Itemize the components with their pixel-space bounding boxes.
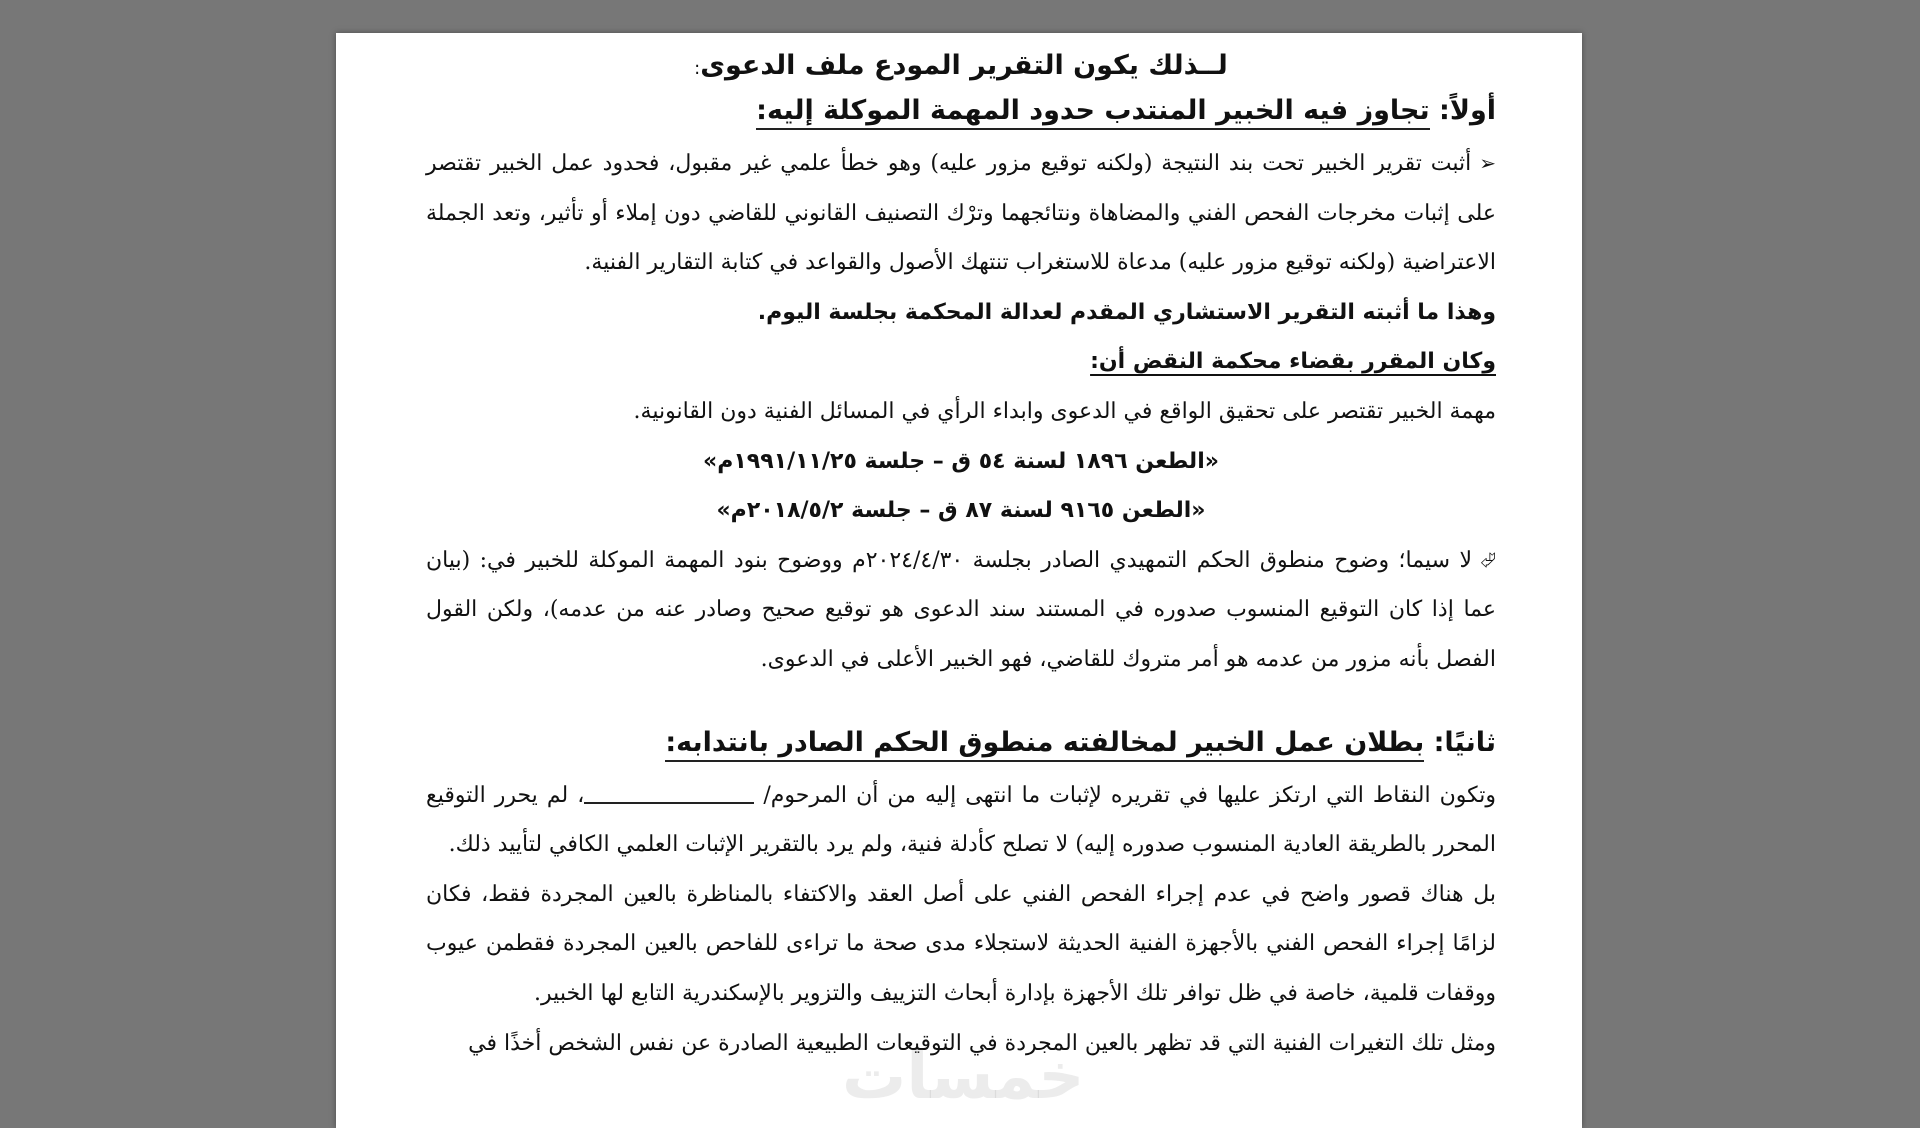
section-2-paragraph-2: بل هناك قصور واضح في عدم إجراء الفحص الفني على أصل العقد والاكتفاء بالمناظرة بالعين المجردة فقط، فكان لزامًا إجراء الفحص الفني بالأجهزة الفنية الحديثة لاستجلاء مدى صحة ما تراءى للفاحص بالعين المجردة فقطمن عيوب ووقفات قلمية، خاصة في ظل توافر تلك الأجهزة بإدارة أبحاث التزييف والتزوير بالإسكندرية التابع لها الخبير. [426, 881, 1496, 1006]
section-1-paragraph-3 [426, 536, 1496, 685]
document-title [426, 33, 1496, 81]
arrow-bullet-icon: ➢ [1479, 151, 1496, 175]
consultant-report-note: وهذا ما أثبته التقرير الاستشاري المقدم لعدالة المحكمة بجلسة اليوم. [757, 299, 1496, 325]
section-2-paragraph-1 [426, 771, 1496, 870]
section-1-lead: أولاً: [1439, 95, 1496, 126]
cassation-court-intro-text: وكان المقرر بقضاء محكمة النقض أن: [1090, 349, 1496, 375]
citation-appeal-1896: «الطعن ١٨٩٦ لسنة ٥٤ ق – جلسة ١٩٩١/١١/٢٥م» [703, 448, 1219, 474]
section-2-paragraph-1-start: وتكون النقاط التي ارتكز عليها في تقريره لإثبات ما انتهى إليه من أن المرحوم/ [763, 782, 1497, 808]
section-1-paragraph-1-text: أثبت تقرير الخبير تحت بند النتيجة (ولكنه توقيع مزور عليه) وهو خطأ علمي غير مقبول، فحدود عمل الخبير تقتصر على إثبات مخرجات الفحص الفني والمضاهاة ونتائجهما وترْك التصنيف القانوني للقاضي دون إملاء أو تأثير، وتعد الجملة الاعتراضية (ولكنه توقيع مزور عليه) مدعاة للاستغراب تنتهك الأصول والقواعد في كتابة التقارير الفنية. [426, 151, 1496, 276]
section-2-paragraph-1-end: ، لم يحرر التوقيع المحرر بالطريقة العادية المنسوب صدوره إليه) لا تصلح كأدلة فنية، ولم يرد بالتقرير الإثبات العلمي الكافي لتأييد ذلك. [426, 782, 1496, 858]
section-1-heading [426, 91, 1496, 135]
section-1-paragraph-3-text: لا سيما؛ وضوح منطوق الحكم التمهيدي الصادر بجلسة ٢٠٢٤/٤/٣٠م ووضوح بنود المهمة الموكلة للخبير في: (بيان عما إذا كان التوقيع المنسوب صدوره في المستند سند الدعوى هو توقيع صحيح وصادر عنه من عدمه)، ولكن القول الفصل بأنه مزور من عدمه هو أمر متروك للقاضي، فهو الخبير الأعلى في الدعوى. [426, 547, 1496, 672]
section-1-heading-text: تجاوز فيه الخبير المنتدب حدود المهمة الموكلة إليه: [756, 95, 1429, 130]
section-spacer [426, 685, 1496, 723]
curved-arrow-bullet-icon: ⮰ [1480, 547, 1496, 572]
citation-appeal-9165: «الطعن ٩١٦٥ لسنة ٨٧ ق – جلسة ٢٠١٨/٥/٢م» [716, 498, 1206, 524]
section-2-heading-text: بطلان عمل الخبير لمخالفته منطوق الحكم الصادر بانتدابه: [665, 727, 1424, 762]
name-blank-line [584, 788, 754, 804]
document-page [336, 33, 1582, 1128]
cassation-court-intro [426, 337, 1496, 387]
section-2-heading [426, 723, 1496, 767]
section-2-lead: ثانيًا: [1433, 726, 1496, 758]
document-content [426, 33, 1496, 1068]
document-title-text: لــذلك يكون التقرير المودع ملف الدعوى [700, 50, 1228, 81]
section-2-paragraph-3: ومثل تلك التغيرات الفنية التي قد تظهر بالعين المجردة في التوقيعات الطبيعية الصادرة عن نفس الشخص أخذًا في [468, 1030, 1496, 1056]
section-1-paragraph-1 [426, 139, 1496, 288]
expert-task-paragraph: مهمة الخبير تقتصر على تحقيق الواقع في الدعوى وابداء الرأي في المسائل الفنية دون القانونية. [633, 398, 1496, 424]
document-title-colon: : [694, 58, 701, 79]
